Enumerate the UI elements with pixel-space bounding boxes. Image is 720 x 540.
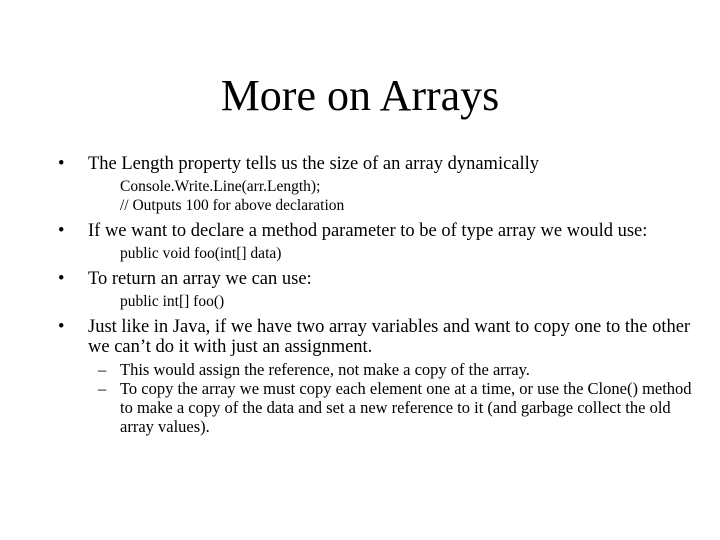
code-line: // Outputs 100 for above declaration <box>120 197 345 214</box>
dash-icon: – <box>98 360 107 379</box>
slide-title: More on Arrays <box>220 71 500 120</box>
bullet-icon: • <box>58 154 65 174</box>
dash-text: This would assign the reference, not make a copy of the array. <box>120 360 530 379</box>
dash-text: To copy the array we must copy each element one at a time, or use the Clone() method to make a copy of the data and set a new reference to it (and garbage collect the old array values). <box>120 379 692 436</box>
dash-list <box>58 360 698 436</box>
bullet-text: The Length property tells us the size of an array dynamically <box>88 154 540 174</box>
bullet-icon: • <box>58 221 65 241</box>
code-block <box>58 292 698 311</box>
slide-content <box>58 154 698 442</box>
dash-icon: – <box>98 379 107 398</box>
code-block <box>58 244 698 263</box>
bullet-item <box>58 154 698 174</box>
code-block <box>58 177 698 215</box>
code-line: Console.Write.Line(arr.Length); <box>120 178 321 195</box>
code-line: public int[] foo() <box>120 293 225 310</box>
bullet-icon: • <box>58 269 65 289</box>
bullet-text: To return an array we can use: <box>88 269 312 289</box>
code-line: public void foo(int[] data) <box>120 245 282 262</box>
dash-item <box>58 379 698 436</box>
bullet-text: Just like in Java, if we have two array variables and want to copy one to the other we can’t do it with just an assignment. <box>88 317 691 357</box>
bullet-item <box>58 317 698 357</box>
bullet-item <box>58 269 698 289</box>
bullet-item <box>58 221 698 241</box>
bullet-text: If we want to declare a method parameter to be of type array we would use: <box>88 221 648 241</box>
dash-item <box>58 360 698 379</box>
bullet-icon: • <box>58 317 65 337</box>
